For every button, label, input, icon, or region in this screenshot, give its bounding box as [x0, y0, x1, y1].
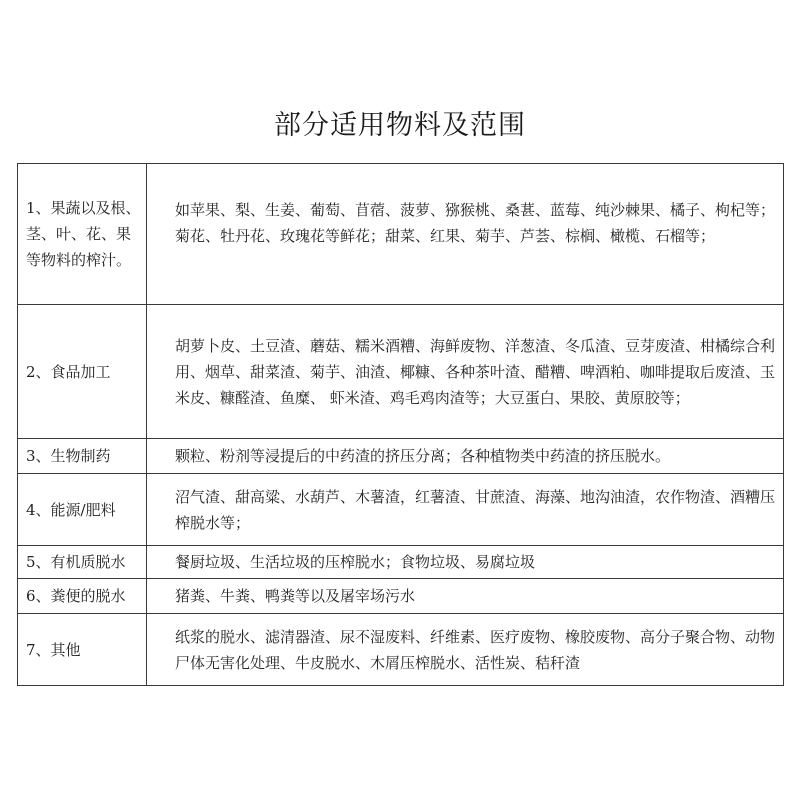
table-row [18, 579, 784, 614]
items-cell: 沼气渣、甜高粱、水葫芦、木薯渣，红薯渣、甘蔗渣、海藻、地沟油渣，农作物渣、酒糟压榨脱水等； [147, 474, 784, 546]
page-title: 部分适用物料及范围 [274, 110, 526, 141]
category-cell: 2、食品加工 [18, 305, 147, 439]
category-cell: 6、粪便的脱水 [18, 579, 147, 614]
items-cell: 胡萝卜皮、土豆渣、蘑菇、糯米酒糟、海鲜废物、洋葱渣、冬瓜渣、豆芽废渣、柑橘综合利用、烟草、甜菜渣、菊芋、油渣、椰糠、各种茶叶渣、醋糟、啤酒粕、咖啡提取后废渣、玉米皮、糠醛渣、鱼糜、 虾米渣、鸡毛鸡肉渣等；大豆蛋白、果胶、黄原胶等； [147, 305, 784, 439]
category-cell: 1、果蔬以及根、茎、叶、花、果等物料的榨汁。 [18, 164, 147, 305]
table-row [18, 305, 784, 439]
items-cell: 颗粒、粉剂等浸提后的中药渣的挤压分离；各种植物类中药渣的挤压脱水。 [147, 439, 784, 474]
table-row [18, 546, 784, 579]
category-cell: 4、能源/肥料 [18, 474, 147, 546]
category-cell: 7、其他 [18, 614, 147, 686]
items-cell: 如苹果、梨、生姜、葡萄、苜蓿、菠萝、猕猴桃、桑葚、蓝莓、纯沙棘果、橘子、枸杞等；菊花、牡丹花、玫瑰花等鲜花；甜菜、红果、菊芋、芦荟、棕榈、橄榄、石榴等； [147, 164, 784, 305]
category-cell: 5、有机质脱水 [18, 546, 147, 579]
table-row [18, 164, 784, 305]
table-row [18, 614, 784, 686]
items-cell: 猪粪、牛粪、鸭粪等以及屠宰场污水 [147, 579, 784, 614]
table-row [18, 474, 784, 546]
materials-table [17, 163, 784, 686]
table-row [18, 439, 784, 474]
items-cell: 纸浆的脱水、滤清器渣、尿不湿废料、纤维素、医疗废物、橡胶废物、高分子聚合物、动物尸体无害化处理、牛皮脱水、木屑压榨脱水、活性炭、秸秆渣 [147, 614, 784, 686]
category-cell: 3、生物制药 [18, 439, 147, 474]
items-cell: 餐厨垃圾、生活垃圾的压榨脱水；食物垃圾、易腐垃圾 [147, 546, 784, 579]
